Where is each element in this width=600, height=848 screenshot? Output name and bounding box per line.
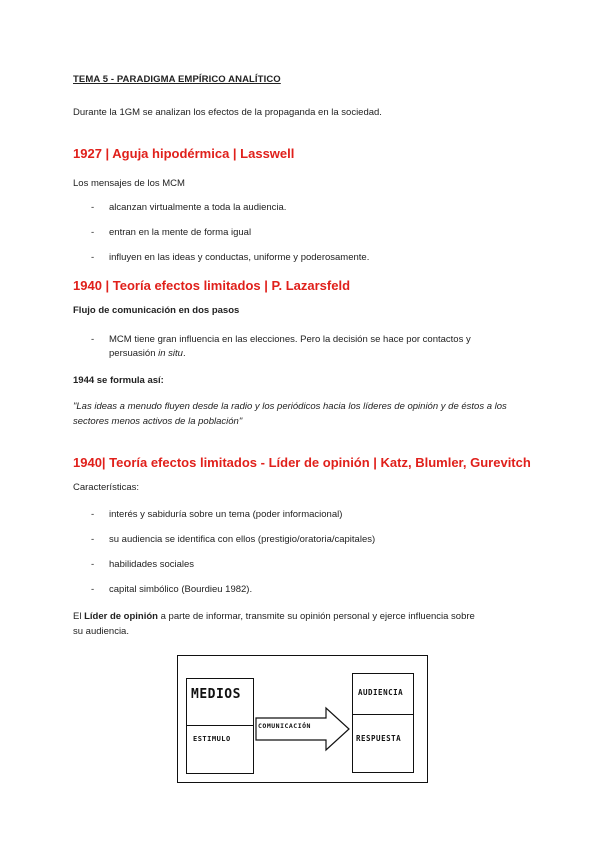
audience-label: AUDIENCIA [358, 688, 404, 697]
bullet-dash: - [91, 584, 95, 595]
section3-bullet-1: interés y sabiduría sobre un tema (poder informacional) [109, 509, 343, 520]
section2-heading: 1940 | Teoría efectos limitados | P. Lazarsfeld [73, 278, 351, 293]
section3-bullet-2: su audiencia se identifica con ellos (prestigio/oratoria/capitales) [109, 534, 376, 545]
response-label: RESPUESTA [356, 734, 402, 743]
bullet-dash: - [91, 334, 95, 345]
section3-bullet-3: habilidades sociales [109, 559, 195, 570]
section1-lead: Los mensajes de los MCM [73, 178, 185, 189]
section1-bullet-2: entran en la mente de forma igual [109, 227, 252, 238]
communication-label: COMUNICACIÓN [258, 722, 311, 730]
bullet-dash: - [91, 227, 95, 238]
bullet-dash: - [91, 252, 95, 263]
document-title: TEMA 5 - PARADIGMA EMPÍRICO ANALÍTICO [73, 74, 281, 85]
media-box-divider [187, 725, 253, 726]
bullet-dash: - [91, 534, 95, 545]
closing-paragraph-line2: su audiencia. [73, 626, 129, 637]
section2-subheading: Flujo de comunicación en dos pasos [73, 305, 240, 316]
audience-box-divider [353, 714, 413, 715]
quote-line-2: sectores menos activos de la población" [73, 416, 243, 427]
section3-heading: 1940| Teoría efectos limitados - Líder de opinión | Katz, Blumler, Gurevitch [73, 455, 531, 470]
communication-diagram [177, 655, 428, 783]
intro-paragraph: Durante la 1GM se analizan los efectos de la propaganda en la sociedad. [73, 107, 382, 118]
bullet-dash: - [91, 509, 95, 520]
closing-paragraph-line1: El Líder de opinión a parte de informar, transmite su opinión personal y ejerce influencia sobre [73, 611, 475, 622]
section3-bullet-4: capital simbólico (Bourdieu 1982). [109, 584, 253, 595]
audience-box [352, 673, 414, 773]
section1-bullet-3: influyen en las ideas y conductas, uniforme y poderosamente. [109, 252, 370, 263]
quote-line-1: "Las ideas a menudo fluyen desde la radio y los periódicos hacia los líderes de opinión y de éstos a los [73, 401, 507, 412]
formula-heading: 1944 se formula así: [73, 375, 164, 386]
section2-bullet-line2: persuasión in situ. [109, 348, 186, 359]
section1-heading: 1927 | Aguja hipodérmica | Lasswell [73, 146, 295, 161]
section2-bullet-line1: MCM tiene gran influencia en las elecciones. Pero la decisión se hace por contactos y [109, 334, 471, 345]
media-label: MEDIOS [191, 687, 241, 702]
bullet-dash: - [91, 559, 95, 570]
media-box [186, 678, 254, 774]
stimulus-label: ESTIMULO [193, 735, 231, 743]
bullet-dash: - [91, 202, 95, 213]
section1-bullet-1: alcanzan virtualmente a toda la audiencia. [109, 202, 287, 213]
section3-lead: Características: [73, 482, 139, 493]
